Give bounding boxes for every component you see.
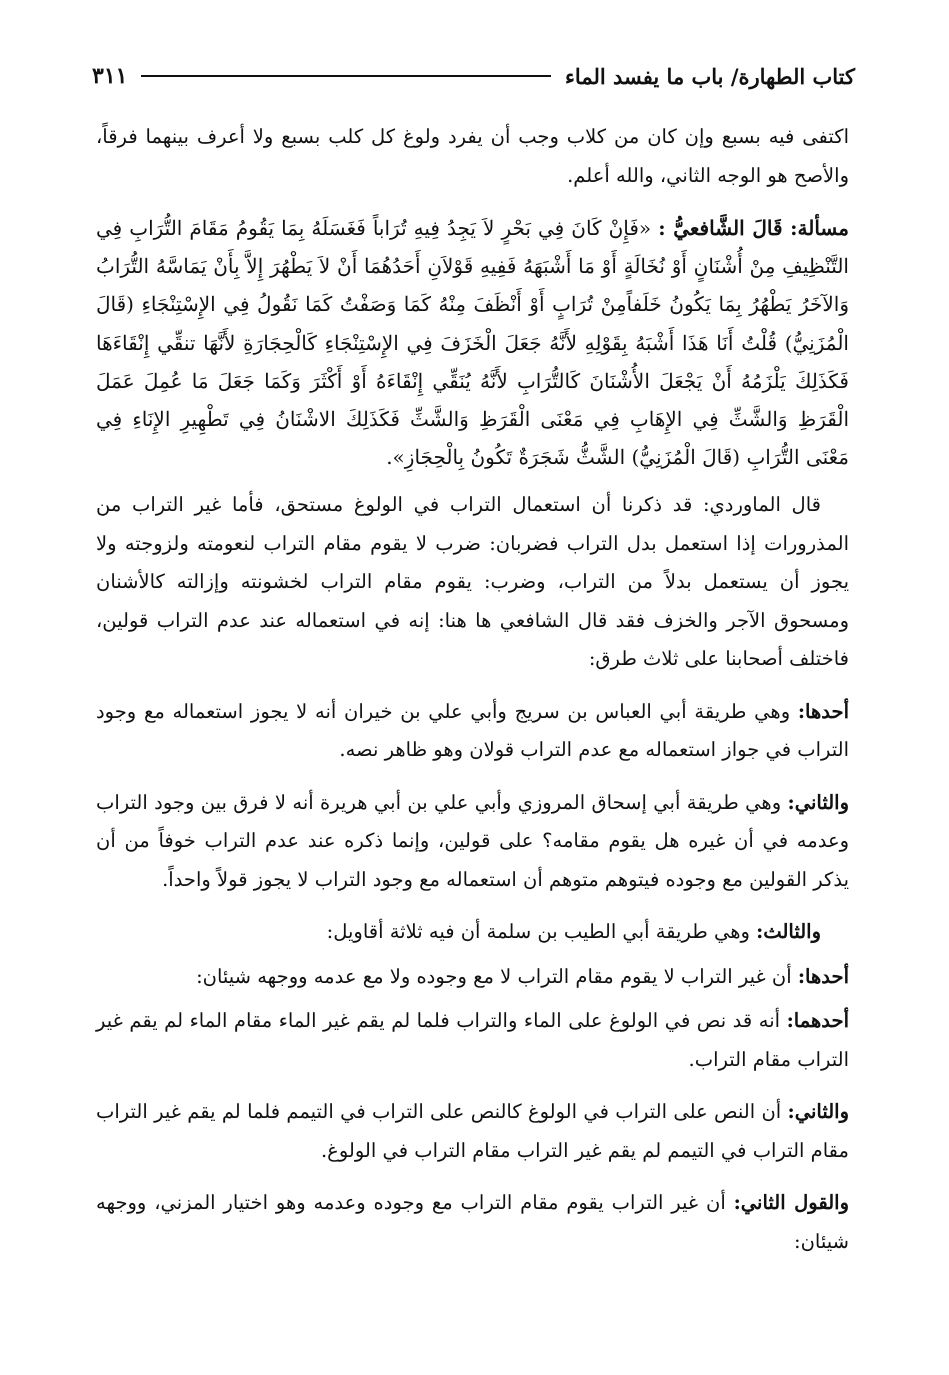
paragraph-lead: والثاني:	[787, 1100, 849, 1124]
header-rule	[141, 75, 551, 77]
paragraph-text: قال الماوردي: قد ذكرنا أن استعمال التراب في الولوغ مستحق، فأما غير التراب من المذرورات إذا استعمل بدل التراب فضربان: ضرب لا يقوم مقام التراب لنعومته ولزوجته ولا يجوز أن يستعمل بدلاً من التراب، وضرب: يقوم مقام التراب لخشونته وإزالته كالأشنان ومسحوق الآجر والخزف فقد قال الشافعي ها هنا: إنه في استعماله عند عدم التراب قولين، فاختلف أصحابنا على ثلاث طرق:	[96, 493, 849, 671]
paragraph-lead: أحدها:	[797, 699, 849, 723]
paragraph-second-saying	[96, 1184, 849, 1261]
paragraph-text: أن غير التراب يقوم مقام التراب مع وجوده وعدمه وهو اختيار المزني، ووجهه شيئان:	[96, 1191, 849, 1253]
paragraph-text: «فَإِنْ كَانَ فِي بَحْرٍ لاَ يَجِدُ فِيهِ تُرَاباً فَغَسَلَهُ بِمَا يَقُومُ مَقَامَ التُّرَابِ فِي التَّنْظِيفِ مِنْ أُشْنَانٍ أَوْ نُخَالَةٍ أَوْ مَا أَشْبَهَهُ فَفِيهِ قَوْلاَنِ أَحَدُهُمَا أَنْ لاَ يَطْهُرَ إِلاَّ بِأَنْ يَمَاسَّهُ التُّرَابُ وَالآخَرُ يَطْهُرُ بِمَا يَكُونُ خَلَفاًمِنْ تُرَابٍ أَوْ أَنْظَفَ مِنْهُ كَمَا وَصَفْتُ كَمَا نَقُولُ فِي الإِسْتِنْجَاءِ (قَالَ الْمُزَنِيُّ) قُلْتُ أَنَا هَذَا أَشْبَهُ بِقَوْلِهِ لأَنَّهُ جَعَلَ الْخَزَفَ فِي الإِسْتِنْجَاءِ كَالْحِجَارَةِ لأَنَّهَا تنقِّي إِنْقَاءَهَا فَكَذَلِكَ يَلْزَمُهُ أَنْ يَجْعَلَ الأُشْنَانَ كَالتُّرَابِ لأَنَّهُ يُنَقِّي إِنْقَاءَهُ أَوْ أَكْثَرَ وَكَمَا جَعَلَ مَا عُمِلَ عَمَلَ الْقَرَظِ وَالشَّثِّ فِي الإِهَابِ فِي مَعْنَى الْقَرَظِ وَالشَّثِّ فَكَذَلِكَ الاشْنَانُ فِي تَطْهِيرِ الإِنَاءِ فِي مَعْنَى التُّرَابِ (قَالَ الْمُزَنِيُّ) الشَّثُّ شَجَرَةٌ تَكُونُ بِالْحِجَازِ».	[96, 216, 849, 470]
paragraph-first-reason	[96, 1002, 849, 1079]
paragraph-text: أن النص على التراب في الولوغ كالنص على التراب في التيمم فلما لم يقم غير التراب مقام التراب في التيمم لم يقم غير التراب مقام التراب في الولوغ.	[96, 1100, 849, 1162]
paragraph-text: أنه قد نص في الولوغ على الماء والتراب فلما لم يقم غير الماء مقام الماء لم يقم غير التراب مقام التراب.	[96, 1009, 849, 1071]
paragraph-masala	[96, 209, 849, 476]
paragraph-lead: مسألة: قَالَ الشَّافعيُّ :	[658, 216, 849, 240]
paragraph-first-saying	[96, 958, 849, 997]
paragraph-text: وهي طريقة أبي العباس بن سريج وأبي علي بن خيران أنه لا يجوز استعماله مع وجود التراب في جواز استعماله مع عدم التراب قولان وهو ظاهر نصه.	[96, 699, 849, 762]
page-number: ٣١١	[92, 63, 128, 89]
paragraph-mawardi	[96, 486, 849, 679]
chapter-title: كتاب الطهارة/ باب ما يفسد الماء	[565, 63, 855, 89]
paragraph-text: أن غير التراب لا يقوم مقام التراب لا مع وجوده ولا مع عدمه ووجهه شيئان:	[196, 964, 792, 988]
page-body	[96, 118, 849, 1267]
paragraph-text: اكتفى فيه بسبع وإن كان من كلاب وجب أن يفرد ولوغ كل كلب بسبع ولا أعرف بينهما فرقاً، والأصح هو الوجه الثاني، والله أعلم.	[96, 125, 849, 187]
paragraph-lead: والقول الثاني:	[733, 1191, 849, 1215]
paragraph-lead: والثالث:	[756, 920, 821, 944]
paragraph-lead: أحدهما:	[786, 1009, 849, 1033]
paragraph-second-method	[96, 784, 849, 900]
paragraph-third-method	[96, 913, 849, 952]
paragraph-text: وهي طريقة أبي الطيب بن سلمة أن فيه ثلاثة أقاويل:	[326, 920, 750, 944]
running-header	[92, 58, 855, 94]
paragraph-lead: أحدها:	[797, 964, 849, 988]
paragraph-second-reason	[96, 1093, 849, 1170]
paragraph-text: وهي طريقة أبي إسحاق المروزي وأبي علي بن أبي هريرة أنه لا فرق بين وجود التراب وعدمه في أن غيره هل يقوم مقامه؟ على قولين، وإنما ذكره عند عدم التراب خوفاً من أن يذكر القولين مع وجوده فيتوهم متوهم أن استعماله مع وجود التراب لا يجوز قولاً واحداً.	[96, 790, 849, 891]
paragraph-first-method	[96, 693, 849, 770]
paragraph-lead: والثاني:	[787, 790, 849, 814]
paragraph-continuation	[96, 118, 849, 195]
